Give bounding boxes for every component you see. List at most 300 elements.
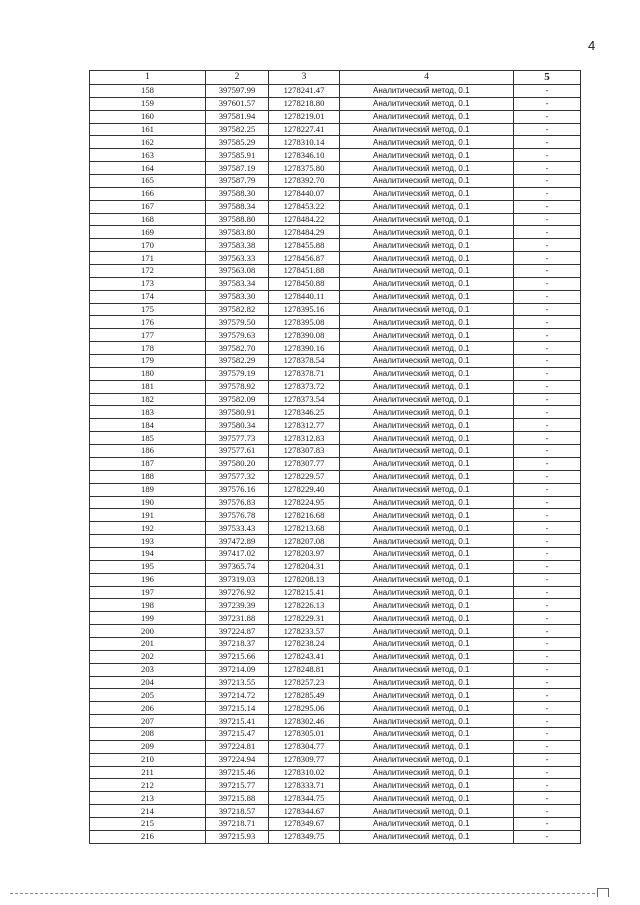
cell-method: Аналитический метод, 0.1	[340, 715, 514, 728]
cell-x: 397583.80	[206, 226, 269, 239]
cell-x: 397582.70	[206, 342, 269, 355]
cell-method: Аналитический метод, 0.1	[340, 599, 514, 612]
page-footer-mark	[597, 888, 609, 897]
cell-method: Аналитический метод, 0.1	[340, 522, 514, 535]
cell-description: -	[514, 277, 581, 290]
cell-description: -	[514, 805, 581, 818]
cell-point-number: 212	[90, 779, 206, 792]
cell-y: 1278440.07	[269, 187, 340, 200]
cell-description: -	[514, 586, 581, 599]
cell-method: Аналитический метод, 0.1	[340, 303, 514, 316]
table-row	[90, 457, 581, 470]
column-header-description: 5	[514, 71, 581, 85]
cell-description: -	[514, 406, 581, 419]
cell-description: -	[514, 740, 581, 753]
cell-description: -	[514, 290, 581, 303]
cell-method: Аналитический метод, 0.1	[340, 805, 514, 818]
cell-y: 1278218.80	[269, 97, 340, 110]
cell-method: Аналитический метод, 0.1	[340, 766, 514, 779]
table-row	[90, 727, 581, 740]
cell-description: -	[514, 715, 581, 728]
cell-x: 397577.32	[206, 470, 269, 483]
cell-x: 397472.89	[206, 535, 269, 548]
cell-description: -	[514, 689, 581, 702]
table-row	[90, 792, 581, 805]
cell-point-number: 169	[90, 226, 206, 239]
cell-y: 1278213.68	[269, 522, 340, 535]
cell-description: -	[514, 226, 581, 239]
cell-x: 397580.34	[206, 419, 269, 432]
cell-y: 1278229.40	[269, 483, 340, 496]
table-row	[90, 110, 581, 123]
cell-y: 1278346.25	[269, 406, 340, 419]
cell-point-number: 159	[90, 97, 206, 110]
cell-y: 1278373.54	[269, 393, 340, 406]
cell-point-number: 210	[90, 753, 206, 766]
cell-y: 1278307.83	[269, 445, 340, 458]
cell-y: 1278378.54	[269, 355, 340, 368]
table-row	[90, 753, 581, 766]
table-row	[90, 650, 581, 663]
table-row	[90, 560, 581, 573]
cell-y: 1278484.22	[269, 213, 340, 226]
cell-x: 397601.57	[206, 97, 269, 110]
cell-point-number: 194	[90, 547, 206, 560]
table-row	[90, 805, 581, 818]
cell-x: 397218.37	[206, 637, 269, 650]
table-row	[90, 509, 581, 522]
cell-x: 397215.88	[206, 792, 269, 805]
cell-description: -	[514, 535, 581, 548]
table-row	[90, 496, 581, 509]
cell-y: 1278233.57	[269, 625, 340, 638]
cell-x: 397577.61	[206, 445, 269, 458]
table-row	[90, 136, 581, 149]
cell-point-number: 205	[90, 689, 206, 702]
cell-y: 1278453.22	[269, 200, 340, 213]
cell-point-number: 195	[90, 560, 206, 573]
cell-point-number: 204	[90, 676, 206, 689]
cell-description: -	[514, 187, 581, 200]
table-row	[90, 573, 581, 586]
cell-point-number: 216	[90, 830, 206, 843]
cell-method: Аналитический метод, 0.1	[340, 367, 514, 380]
cell-description: -	[514, 136, 581, 149]
cell-x: 397579.19	[206, 367, 269, 380]
table-row	[90, 483, 581, 496]
cell-x: 397224.87	[206, 625, 269, 638]
cell-point-number: 213	[90, 792, 206, 805]
page-footer-line	[10, 893, 595, 894]
cell-x: 397214.72	[206, 689, 269, 702]
cell-y: 1278333.71	[269, 779, 340, 792]
cell-description: -	[514, 252, 581, 265]
cell-y: 1278219.01	[269, 110, 340, 123]
cell-x: 397224.94	[206, 753, 269, 766]
cell-x: 397215.47	[206, 727, 269, 740]
table-row	[90, 316, 581, 329]
table-row	[90, 239, 581, 252]
cell-point-number: 198	[90, 599, 206, 612]
cell-point-number: 183	[90, 406, 206, 419]
cell-point-number: 171	[90, 252, 206, 265]
cell-description: -	[514, 110, 581, 123]
cell-description: -	[514, 303, 581, 316]
cell-method: Аналитический метод, 0.1	[340, 779, 514, 792]
cell-method: Аналитический метод, 0.1	[340, 470, 514, 483]
table-row	[90, 432, 581, 445]
cell-y: 1278349.67	[269, 817, 340, 830]
cell-point-number: 184	[90, 419, 206, 432]
cell-point-number: 185	[90, 432, 206, 445]
cell-x: 397585.91	[206, 149, 269, 162]
cell-x: 397533.43	[206, 522, 269, 535]
cell-description: -	[514, 650, 581, 663]
cell-method: Аналитический метод, 0.1	[340, 560, 514, 573]
cell-y: 1278304.77	[269, 740, 340, 753]
table-header-row	[90, 71, 581, 85]
cell-description: -	[514, 599, 581, 612]
table-row	[90, 779, 581, 792]
cell-point-number: 174	[90, 290, 206, 303]
cell-x: 397579.63	[206, 329, 269, 342]
cell-description: -	[514, 380, 581, 393]
cell-point-number: 215	[90, 817, 206, 830]
cell-description: -	[514, 830, 581, 843]
cell-x: 397582.25	[206, 123, 269, 136]
cell-y: 1278204.31	[269, 560, 340, 573]
cell-description: -	[514, 663, 581, 676]
cell-method: Аналитический метод, 0.1	[340, 175, 514, 188]
cell-x: 397563.33	[206, 252, 269, 265]
cell-method: Аналитический метод, 0.1	[340, 792, 514, 805]
cell-x: 397276.92	[206, 586, 269, 599]
cell-y: 1278309.77	[269, 753, 340, 766]
cell-point-number: 211	[90, 766, 206, 779]
cell-y: 1278207.08	[269, 535, 340, 548]
cell-description: -	[514, 522, 581, 535]
cell-method: Аналитический метод, 0.1	[340, 637, 514, 650]
table-row	[90, 535, 581, 548]
cell-y: 1278392.70	[269, 175, 340, 188]
cell-x: 397588.34	[206, 200, 269, 213]
column-header-point-number: 1	[90, 71, 206, 85]
cell-method: Аналитический метод, 0.1	[340, 612, 514, 625]
cell-method: Аналитический метод, 0.1	[340, 85, 514, 98]
cell-point-number: 181	[90, 380, 206, 393]
cell-x: 397213.55	[206, 676, 269, 689]
cell-method: Аналитический метод, 0.1	[340, 316, 514, 329]
cell-description: -	[514, 175, 581, 188]
cell-method: Аналитический метод, 0.1	[340, 753, 514, 766]
table-row	[90, 817, 581, 830]
cell-point-number: 179	[90, 355, 206, 368]
table-row	[90, 290, 581, 303]
cell-point-number: 206	[90, 702, 206, 715]
cell-x: 397582.82	[206, 303, 269, 316]
cell-y: 1278312.83	[269, 432, 340, 445]
cell-description: -	[514, 149, 581, 162]
column-header-method: 4	[340, 71, 514, 85]
cell-method: Аналитический метод, 0.1	[340, 689, 514, 702]
cell-y: 1278310.02	[269, 766, 340, 779]
cell-method: Аналитический метод, 0.1	[340, 252, 514, 265]
cell-method: Аналитический метод, 0.1	[340, 830, 514, 843]
cell-x: 397582.29	[206, 355, 269, 368]
cell-point-number: 176	[90, 316, 206, 329]
column-header-x: 2	[206, 71, 269, 85]
cell-x: 397588.30	[206, 187, 269, 200]
cell-y: 1278455.88	[269, 239, 340, 252]
cell-method: Аналитический метод, 0.1	[340, 573, 514, 586]
cell-description: -	[514, 779, 581, 792]
table-row	[90, 522, 581, 535]
cell-x: 397214.09	[206, 663, 269, 676]
cell-description: -	[514, 792, 581, 805]
cell-point-number: 192	[90, 522, 206, 535]
cell-x: 397578.92	[206, 380, 269, 393]
cell-method: Аналитический метод, 0.1	[340, 586, 514, 599]
cell-y: 1278227.41	[269, 123, 340, 136]
cell-method: Аналитический метод, 0.1	[340, 535, 514, 548]
cell-x: 397581.94	[206, 110, 269, 123]
cell-method: Аналитический метод, 0.1	[340, 277, 514, 290]
cell-method: Аналитический метод, 0.1	[340, 727, 514, 740]
cell-y: 1278257.23	[269, 676, 340, 689]
table-row	[90, 213, 581, 226]
table-body	[90, 85, 581, 844]
cell-point-number: 188	[90, 470, 206, 483]
cell-point-number: 182	[90, 393, 206, 406]
cell-method: Аналитический метод, 0.1	[340, 445, 514, 458]
cell-method: Аналитический метод, 0.1	[340, 702, 514, 715]
cell-method: Аналитический метод, 0.1	[340, 817, 514, 830]
table-row	[90, 663, 581, 676]
cell-x: 397583.34	[206, 277, 269, 290]
cell-x: 397580.20	[206, 457, 269, 470]
cell-description: -	[514, 393, 581, 406]
cell-x: 397582.09	[206, 393, 269, 406]
cell-method: Аналитический метод, 0.1	[340, 162, 514, 175]
table-row	[90, 599, 581, 612]
cell-point-number: 175	[90, 303, 206, 316]
cell-point-number: 190	[90, 496, 206, 509]
table-row	[90, 740, 581, 753]
table-row	[90, 612, 581, 625]
cell-point-number: 160	[90, 110, 206, 123]
cell-description: -	[514, 637, 581, 650]
table-row	[90, 586, 581, 599]
cell-y: 1278451.88	[269, 265, 340, 278]
cell-description: -	[514, 702, 581, 715]
cell-x: 397224.81	[206, 740, 269, 753]
cell-x: 397583.30	[206, 290, 269, 303]
cell-y: 1278484.29	[269, 226, 340, 239]
cell-method: Аналитический метод, 0.1	[340, 290, 514, 303]
cell-y: 1278295.06	[269, 702, 340, 715]
cell-description: -	[514, 727, 581, 740]
cell-y: 1278307.77	[269, 457, 340, 470]
cell-y: 1278224.95	[269, 496, 340, 509]
cell-point-number: 158	[90, 85, 206, 98]
cell-point-number: 162	[90, 136, 206, 149]
cell-method: Аналитический метод, 0.1	[340, 509, 514, 522]
cell-x: 397576.16	[206, 483, 269, 496]
cell-point-number: 193	[90, 535, 206, 548]
cell-description: -	[514, 766, 581, 779]
table-row	[90, 226, 581, 239]
cell-y: 1278238.24	[269, 637, 340, 650]
table-row	[90, 406, 581, 419]
cell-point-number: 207	[90, 715, 206, 728]
cell-x: 397215.41	[206, 715, 269, 728]
cell-y: 1278310.14	[269, 136, 340, 149]
column-header-y: 3	[269, 71, 340, 85]
cell-point-number: 189	[90, 483, 206, 496]
cell-description: -	[514, 97, 581, 110]
cell-method: Аналитический метод, 0.1	[340, 547, 514, 560]
table-row	[90, 187, 581, 200]
cell-description: -	[514, 509, 581, 522]
cell-y: 1278390.16	[269, 342, 340, 355]
cell-description: -	[514, 213, 581, 226]
cell-y: 1278349.75	[269, 830, 340, 843]
cell-point-number: 178	[90, 342, 206, 355]
table-row	[90, 97, 581, 110]
table-row	[90, 252, 581, 265]
table-row	[90, 702, 581, 715]
cell-method: Аналитический метод, 0.1	[340, 123, 514, 136]
cell-description: -	[514, 316, 581, 329]
cell-description: -	[514, 367, 581, 380]
cell-y: 1278248.81	[269, 663, 340, 676]
cell-method: Аналитический метод, 0.1	[340, 226, 514, 239]
cell-description: -	[514, 445, 581, 458]
table-row	[90, 625, 581, 638]
cell-description: -	[514, 239, 581, 252]
cell-x: 397585.29	[206, 136, 269, 149]
cell-y: 1278346.10	[269, 149, 340, 162]
table-row	[90, 303, 581, 316]
table-row	[90, 445, 581, 458]
cell-method: Аналитический метод, 0.1	[340, 380, 514, 393]
cell-y: 1278302.46	[269, 715, 340, 728]
table-row	[90, 277, 581, 290]
cell-method: Аналитический метод, 0.1	[340, 625, 514, 638]
cell-x: 397417.02	[206, 547, 269, 560]
cell-point-number: 161	[90, 123, 206, 136]
cell-x: 397215.93	[206, 830, 269, 843]
cell-y: 1278215.41	[269, 586, 340, 599]
cell-x: 397563.08	[206, 265, 269, 278]
cell-description: -	[514, 355, 581, 368]
cell-x: 397583.38	[206, 239, 269, 252]
cell-y: 1278395.16	[269, 303, 340, 316]
cell-point-number: 187	[90, 457, 206, 470]
table-row	[90, 547, 581, 560]
cell-point-number: 200	[90, 625, 206, 638]
cell-method: Аналитический метод, 0.1	[340, 650, 514, 663]
cell-y: 1278243.41	[269, 650, 340, 663]
cell-point-number: 202	[90, 650, 206, 663]
cell-point-number: 172	[90, 265, 206, 278]
cell-method: Аналитический метод, 0.1	[340, 136, 514, 149]
cell-description: -	[514, 85, 581, 98]
cell-description: -	[514, 419, 581, 432]
cell-point-number: 168	[90, 213, 206, 226]
cell-description: -	[514, 817, 581, 830]
cell-method: Аналитический метод, 0.1	[340, 97, 514, 110]
cell-y: 1278375.80	[269, 162, 340, 175]
cell-method: Аналитический метод, 0.1	[340, 355, 514, 368]
table-row	[90, 367, 581, 380]
cell-point-number: 173	[90, 277, 206, 290]
cell-point-number: 186	[90, 445, 206, 458]
cell-x: 397215.46	[206, 766, 269, 779]
cell-description: -	[514, 470, 581, 483]
cell-x: 397239.39	[206, 599, 269, 612]
table-row	[90, 265, 581, 278]
table-row	[90, 393, 581, 406]
cell-description: -	[514, 753, 581, 766]
coordinates-table	[89, 70, 581, 844]
cell-x: 397576.83	[206, 496, 269, 509]
table-row	[90, 200, 581, 213]
table-row	[90, 676, 581, 689]
cell-y: 1278285.49	[269, 689, 340, 702]
cell-description: -	[514, 560, 581, 573]
cell-method: Аналитический метод, 0.1	[340, 239, 514, 252]
cell-point-number: 177	[90, 329, 206, 342]
cell-point-number: 165	[90, 175, 206, 188]
cell-point-number: 203	[90, 663, 206, 676]
cell-method: Аналитический метод, 0.1	[340, 432, 514, 445]
cell-point-number: 209	[90, 740, 206, 753]
cell-y: 1278208.13	[269, 573, 340, 586]
table-row	[90, 419, 581, 432]
cell-x: 397597.99	[206, 85, 269, 98]
cell-point-number: 167	[90, 200, 206, 213]
cell-y: 1278241.47	[269, 85, 340, 98]
cell-method: Аналитический метод, 0.1	[340, 149, 514, 162]
cell-method: Аналитический метод, 0.1	[340, 676, 514, 689]
table-row	[90, 149, 581, 162]
cell-point-number: 208	[90, 727, 206, 740]
cell-method: Аналитический метод, 0.1	[340, 329, 514, 342]
cell-method: Аналитический метод, 0.1	[340, 496, 514, 509]
cell-description: -	[514, 457, 581, 470]
cell-method: Аналитический метод, 0.1	[340, 213, 514, 226]
cell-method: Аналитический метод, 0.1	[340, 187, 514, 200]
cell-x: 397319.03	[206, 573, 269, 586]
cell-y: 1278440.11	[269, 290, 340, 303]
cell-description: -	[514, 432, 581, 445]
cell-y: 1278229.31	[269, 612, 340, 625]
page-number: 4	[588, 38, 596, 53]
cell-x: 397218.57	[206, 805, 269, 818]
cell-method: Аналитический метод, 0.1	[340, 457, 514, 470]
table-row	[90, 355, 581, 368]
cell-method: Аналитический метод, 0.1	[340, 200, 514, 213]
cell-x: 397218.71	[206, 817, 269, 830]
cell-x: 397576.78	[206, 509, 269, 522]
cell-x: 397587.19	[206, 162, 269, 175]
cell-x: 397215.77	[206, 779, 269, 792]
cell-x: 397215.66	[206, 650, 269, 663]
cell-point-number: 180	[90, 367, 206, 380]
cell-method: Аналитический метод, 0.1	[340, 406, 514, 419]
cell-point-number: 166	[90, 187, 206, 200]
